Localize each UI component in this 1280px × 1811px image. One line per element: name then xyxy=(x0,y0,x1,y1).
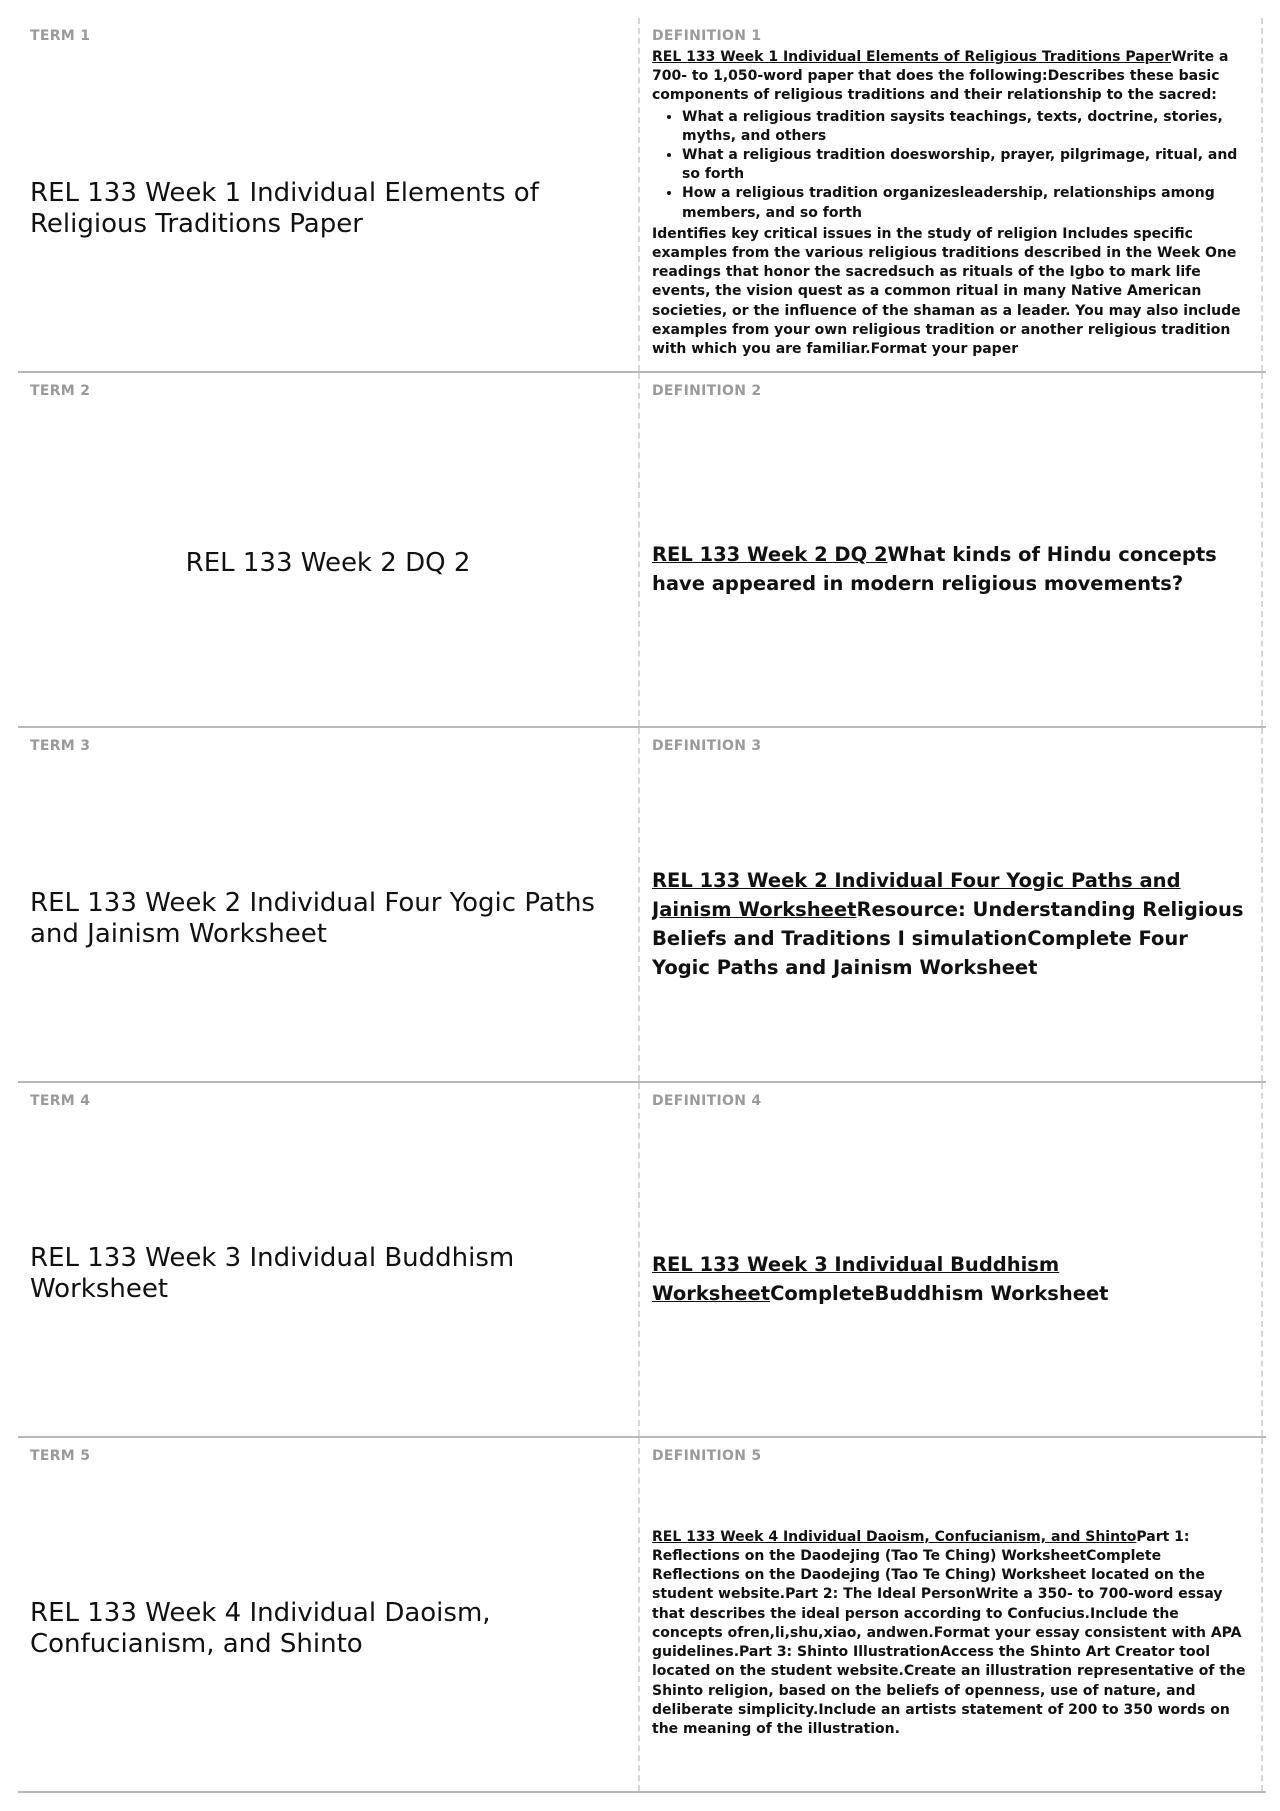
term-label: TERM 4 xyxy=(30,1093,91,1109)
term-cell xyxy=(18,373,640,726)
definition-bullet-list xyxy=(652,108,1247,223)
definition-lead: REL 133 Week 2 DQ 2 xyxy=(652,542,888,566)
definition-text xyxy=(652,48,1247,359)
term-cell xyxy=(18,1438,640,1791)
definition-text xyxy=(652,540,1247,598)
definition-lead: REL 133 Week 2 Individual Four Yogic Paths and Jainism Worksheet xyxy=(652,868,1181,921)
term-cell xyxy=(18,1083,640,1436)
card-row xyxy=(18,1083,1266,1438)
term-cell xyxy=(18,18,640,371)
definition-text xyxy=(652,866,1247,982)
card-row xyxy=(18,728,1266,1083)
definition-body: Part 1: Reflections on the Daodejing (Tao Te Ching) WorksheetComplete Reflections on the Daodejing (Tao Te Ching) Worksheet located on the student website.Part 2: The Ideal PersonWrite a 350- to 700-word essay that describes the ideal person according to Confucius.Include the concepts ofren,li,shu,xiao, andwen.Format your essay consistent with APA guidelines.Part 3: Shinto IllustrationAccess the Shinto Art Creator tool located on the student website.Create an illustration representative of the Shinto religion, based on the beliefs of openness, use of nature, and deliberate simplicity.Include an artists statement of 200 to 350 words on the meaning of the illustration. xyxy=(652,1528,1246,1737)
term-text: REL 133 Week 1 Individual Elements of Religious Traditions Paper xyxy=(30,177,539,239)
bullet-item: • How a religious tradition organizesleadership, relationships among members, and so forth xyxy=(682,184,1247,222)
term-text: REL 133 Week 2 Individual Four Yogic Paths and Jainism Worksheet xyxy=(30,887,595,949)
definition-cell xyxy=(640,1438,1263,1791)
definition-cell xyxy=(640,18,1263,371)
term-cell xyxy=(18,728,640,1081)
flashcard-sheet xyxy=(18,18,1266,1793)
term-text: REL 133 Week 2 DQ 2 xyxy=(185,548,471,578)
card-row xyxy=(18,18,1266,373)
definition-cell xyxy=(640,728,1263,1081)
definition-lead: REL 133 Week 3 Individual Buddhism Worksheet xyxy=(652,1252,1060,1305)
term-label: TERM 3 xyxy=(30,738,91,754)
term-text: REL 133 Week 3 Individual Buddhism Worksheet xyxy=(30,1242,515,1304)
definition-lead: REL 133 Week 4 Individual Daoism, Confucianism, and Shinto xyxy=(652,1528,1137,1545)
definition-body-continued: Identifies key critical issues in the study of religion Includes specific examples from the various religious traditions described in the Week One readings that honor the sacredsuch as rituals of the Igbo to mark life events, the vision quest as a common ritual in many Native American societies, or the influence of the shaman as a leader. You may also include examples from your own religious tradition or another religious tradition with which you are familiar.Format your paper xyxy=(652,225,1241,358)
card-row xyxy=(18,1438,1266,1793)
bullet-item: • What a religious tradition saysits teachings, texts, doctrine, stories, myths, and others xyxy=(682,108,1247,146)
definition-lead: REL 133 Week 1 Individual Elements of Religious Traditions Paper xyxy=(652,49,1172,65)
definition-body: Write a 700- to 1,050-word paper that does the following:Describes these basic components of religious traditions and their relationship to the sacred: xyxy=(652,49,1229,104)
definition-label: DEFINITION 5 xyxy=(652,1448,762,1464)
definition-label: DEFINITION 2 xyxy=(652,383,762,399)
term-label: TERM 1 xyxy=(30,28,91,44)
term-label: TERM 2 xyxy=(30,383,91,399)
definition-label: DEFINITION 4 xyxy=(652,1093,762,1109)
definition-label: DEFINITION 1 xyxy=(652,28,762,44)
bullet-item: • What a religious tradition doesworship, prayer, pilgrimage, ritual, and so forth xyxy=(682,146,1247,184)
definition-text xyxy=(652,1528,1247,1739)
term-label: TERM 5 xyxy=(30,1448,91,1464)
definition-cell xyxy=(640,1083,1263,1436)
definition-cell xyxy=(640,373,1263,726)
definition-body: What kinds of Hindu concepts have appeared in modern religious movements? xyxy=(652,542,1217,595)
definition-label: DEFINITION 3 xyxy=(652,738,762,754)
definition-body: CompleteBuddhism Worksheet xyxy=(770,1281,1109,1305)
definition-body: Resource: Understanding Religious Beliefs and Traditions I simulationComplete Four Yogic Paths and Jainism Worksheet xyxy=(652,897,1244,979)
card-row xyxy=(18,373,1266,728)
term-text: REL 133 Week 4 Individual Daoism, Confucianism, and Shinto xyxy=(30,1597,491,1659)
definition-text xyxy=(652,1250,1247,1308)
